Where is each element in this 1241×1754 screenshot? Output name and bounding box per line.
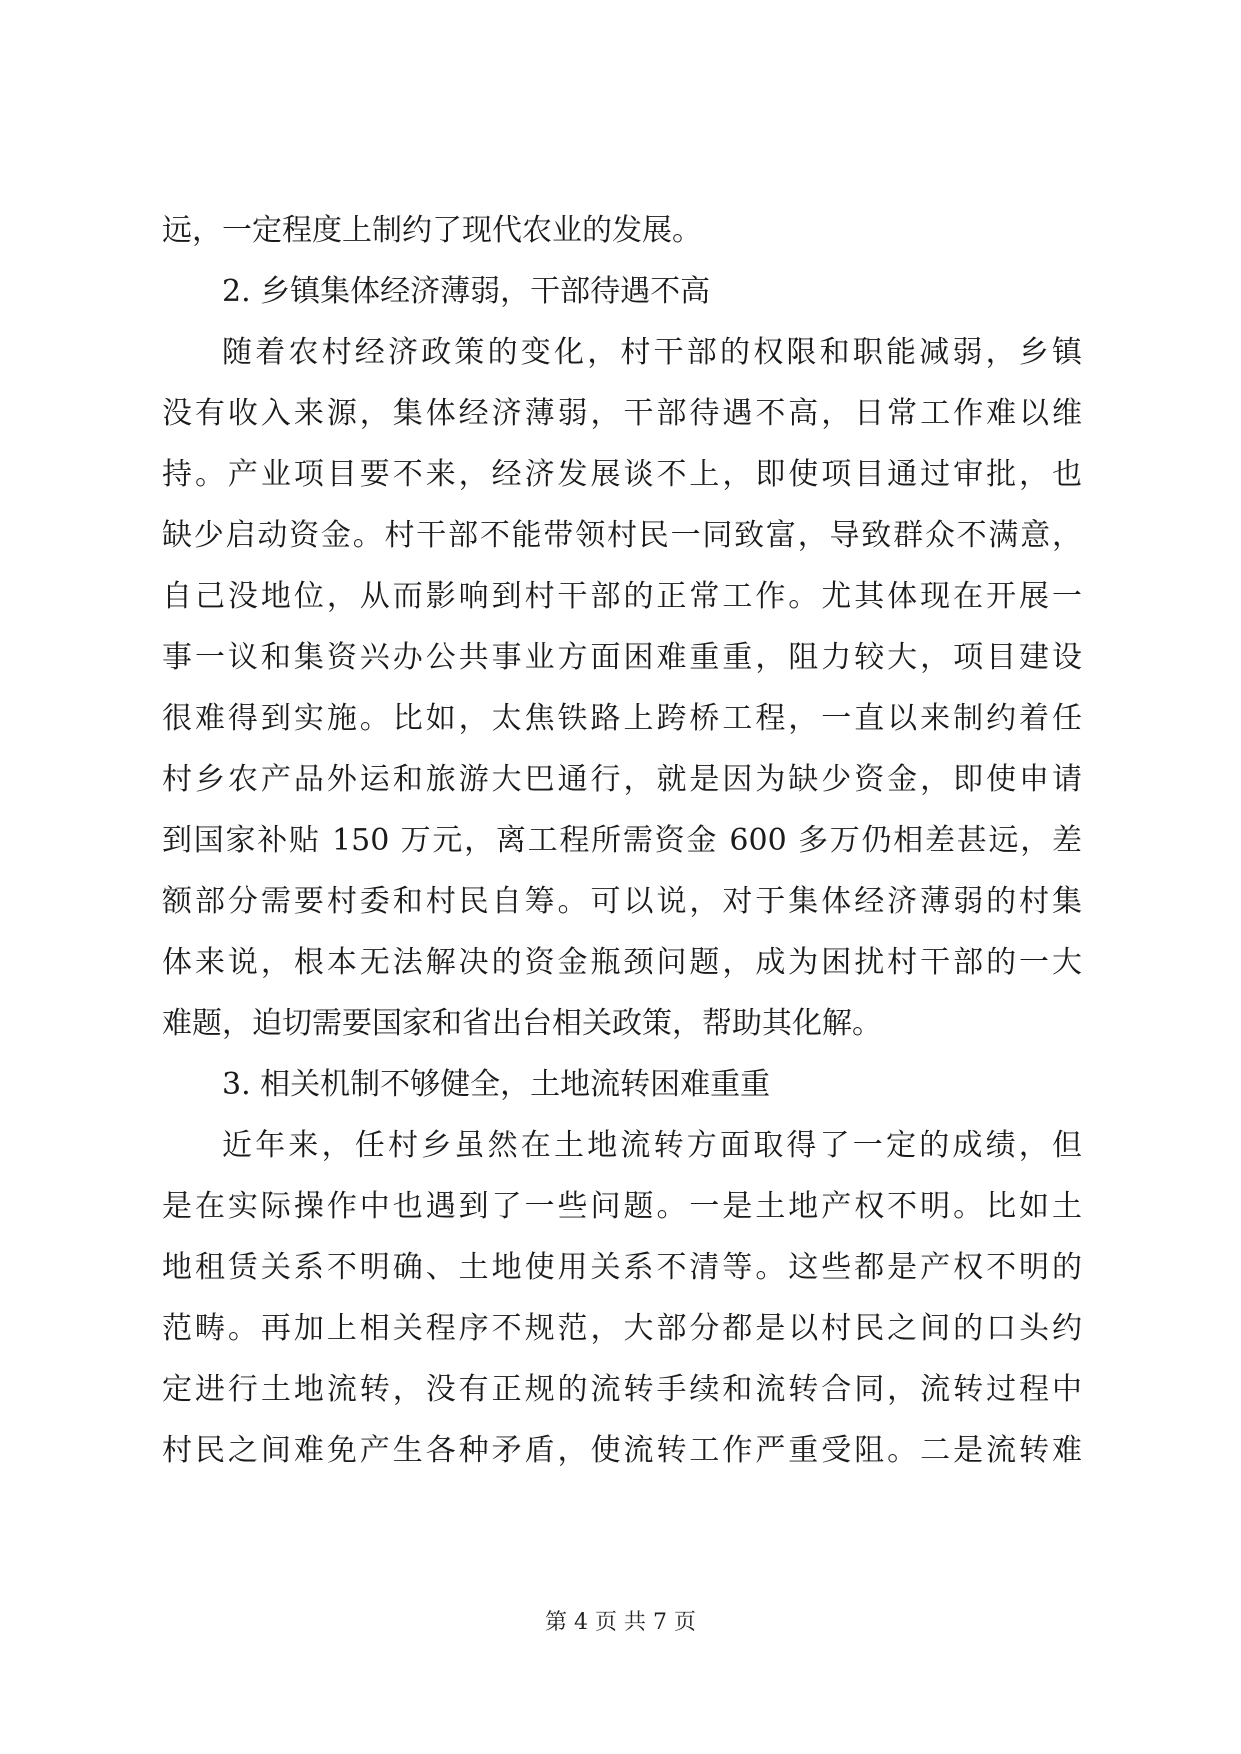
section-heading: 3. 相关机制不够健全，土地流转困难重重 (222, 1067, 771, 1102)
text-line: 很难得到实施。比如，太焦铁路上跨桥工程，一直以来制约着任 (162, 701, 1082, 736)
text-line: 持。产业项目要不来，经济发展谈不上，即使项目通过审批，也 (162, 457, 1082, 492)
text-line: 事一议和集资兴办公共事业方面困难重重，阻力较大，项目建设 (162, 640, 1082, 675)
text-line: 到国家补贴 150 万元，离工程所需资金 600 多万仍相差甚远，差 (162, 823, 1082, 858)
text-line: 体来说，根本无法解决的资金瓶颈问题，成为困扰村干部的一大 (162, 945, 1082, 980)
text-line: 是在实际操作中也遇到了一些问题。一是土地产权不明。比如土 (162, 1189, 1082, 1224)
paragraph-first-line: 近年来，任村乡虽然在土地流转方面取得了一定的成绩，但 (222, 1128, 1082, 1163)
paragraph-first-line: 随着农村经济政策的变化，村干部的权限和职能减弱，乡镇 (222, 335, 1082, 370)
text-line: 远，一定程度上制约了现代农业的发展。 (162, 213, 702, 248)
text-line: 村乡农产品外运和旅游大巴通行，就是因为缺少资金，即使申请 (162, 762, 1082, 797)
text-line: 没有收入来源，集体经济薄弱，干部待遇不高，日常工作难以维 (162, 396, 1082, 431)
paragraph-last-line: 难题，迫切需要国家和省出台相关政策，帮助其化解。 (162, 1006, 882, 1041)
document-body (162, 200, 1082, 1481)
text-line: 地租赁关系不明确、土地使用关系不清等。这些都是产权不明的 (162, 1250, 1082, 1285)
text-line: 缺少启动资金。村干部不能带领村民一同致富，导致群众不满意， (162, 518, 1082, 553)
text-line: 村民之间难免产生各种矛盾，使流转工作严重受阻。二是流转难 (162, 1433, 1082, 1468)
text-line: 自己没地位，从而影响到村干部的正常工作。尤其体现在开展一 (162, 579, 1082, 614)
text-line: 额部分需要村委和村民自筹。可以说，对于集体经济薄弱的村集 (162, 884, 1082, 919)
section-heading: 2. 乡镇集体经济薄弱，干部待遇不高 (222, 274, 711, 309)
page-number-footer: 第 4 页 共 7 页 (545, 1610, 696, 1635)
text-line: 定进行土地流转，没有正规的流转手续和流转合同，流转过程中 (162, 1372, 1082, 1407)
text-line: 范畴。再加上相关程序不规范，大部分都是以村民之间的口头约 (162, 1311, 1082, 1346)
